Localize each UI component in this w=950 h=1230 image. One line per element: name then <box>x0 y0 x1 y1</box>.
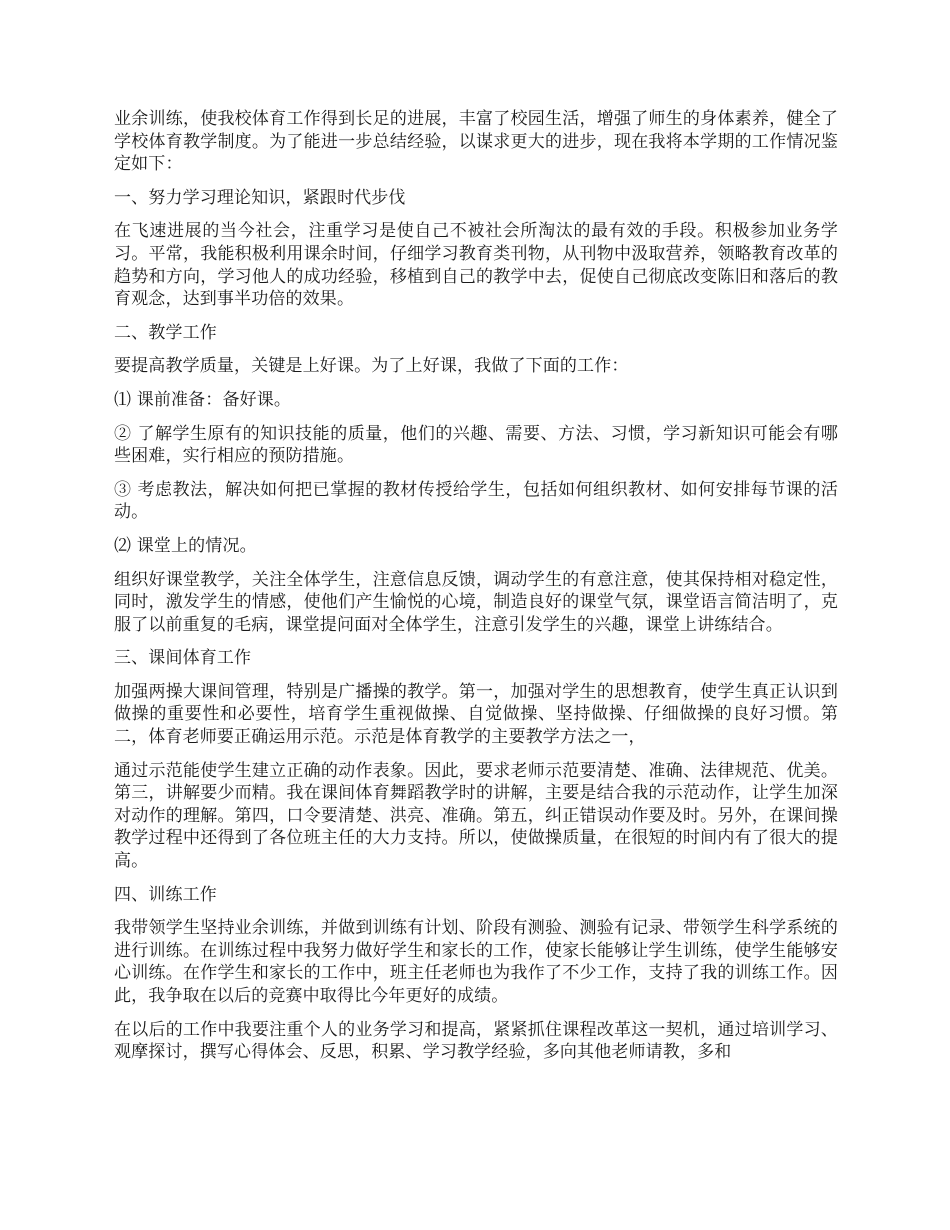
training-paragraph: 我带领学生坚持业余训练，并做到训练有计划、阶段有测验、测验有记录、带领学生科学系统的进行训练。在训练过程中我努力做好学生和家长的工作，使家长能够让学生训练，使学生能够安心训练。在作学生和家长的工作中，班主任老师也为我作了不少工作，支持了我的训练工作。因此，我争取在以后的竞赛中取得比今年更好的成绩。 <box>114 918 838 1006</box>
closing-paragraph: 在以后的工作中我要注重个人的业务学习和提高，紧紧抓住课程改革这一契机，通过培训学习、观摩探讨，撰写心得体会、反思，积累、学习教学经验，多向其他老师请教，多和 <box>114 1019 838 1063</box>
document-page <box>114 108 838 1075</box>
section-heading-exercise: 三、课间体育工作 <box>114 648 252 669</box>
list-item-preparation: ⑴ 课前准备：备好课。 <box>114 389 292 410</box>
teaching-intro-paragraph: 要提高教学质量，关键是上好课。为了上好课，我做了下面的工作： <box>114 356 629 377</box>
exercise-paragraph-2: 通过示范能使学生建立正确的动作表象。因此，要求老师示范要清楚、准确、法律规范、优美。第三，讲解要少而精。我在课间体育舞蹈教学时的讲解，主要是结合我的示范动作，让学生加深对动作的理解。第四，口令要清楚、洪亮、准确。第五，纠正错误动作要及时。另外，在课间操教学过程中还得到了各位班主任的大力支持。所以，使做操质量，在很短的时间内有了很大的提高。 <box>114 760 838 872</box>
intro-paragraph: 业余训练，使我校体育工作得到长足的进展，丰富了校园生活，增强了师生的身体素养，健全了学校体育教学制度。为了能进一步总结经验，以谋求更大的进步，现在我将本学期的工作情况鉴定如下： <box>114 109 838 175</box>
classroom-paragraph: 组织好课堂教学，关注全体学生，注意信息反馈，调动学生的有意注意，使其保持相对稳定性，同时，激发学生的情感，使他们产生愉悦的心境，制造良好的课堂气氛，课堂语言简洁明了，克服了以前重复的毛病，课堂提问面对全体学生，注意引发学生的兴趣，课堂上讲练结合。 <box>114 569 838 635</box>
section-heading-training: 四、训练工作 <box>114 884 217 905</box>
list-item-classroom: ⑵ 课堂上的情况。 <box>114 535 257 556</box>
exercise-paragraph-1: 加强两操大课间管理，特别是广播操的教学。第一，加强对学生的思想教育，使学生真正认识到做操的重要性和必要性，培育学生重视做操、自觉做操、坚持做操、仔细做操的良好习惯。第二，体育老师要正确运用示范。示范是体育教学的主要教学方法之一， <box>114 681 838 748</box>
list-item-teaching-method: ③ 考虑教法，解决如何把已掌握的教材传授给学生，包括如何组织教材、如何安排每节课的活动。 <box>114 479 838 523</box>
section-heading-teaching: 二、教学工作 <box>114 322 217 343</box>
section-heading-theory: 一、努力学习理论知识，紧跟时代步伐 <box>114 187 406 208</box>
theory-paragraph: 在飞速进展的当今社会，注重学习是使自己不被社会所淘汰的最有效的手段。积极参加业务学习。平常，我能积极利用课余时间，仔细学习教育类刊物，从刊物中汲取营养，领略教育改革的趋势和方向，学习他人的成功经验，移植到自己的教学中去，促使自己彻底改变陈旧和落后的教育观念，达到事半功倍的效果。 <box>114 221 838 310</box>
list-item-understand-students: ② 了解学生原有的知识技能的质量，他们的兴趣、需要、方法、习惯，学习新知识可能会有哪些困难，实行相应的预防措施。 <box>114 423 838 467</box>
